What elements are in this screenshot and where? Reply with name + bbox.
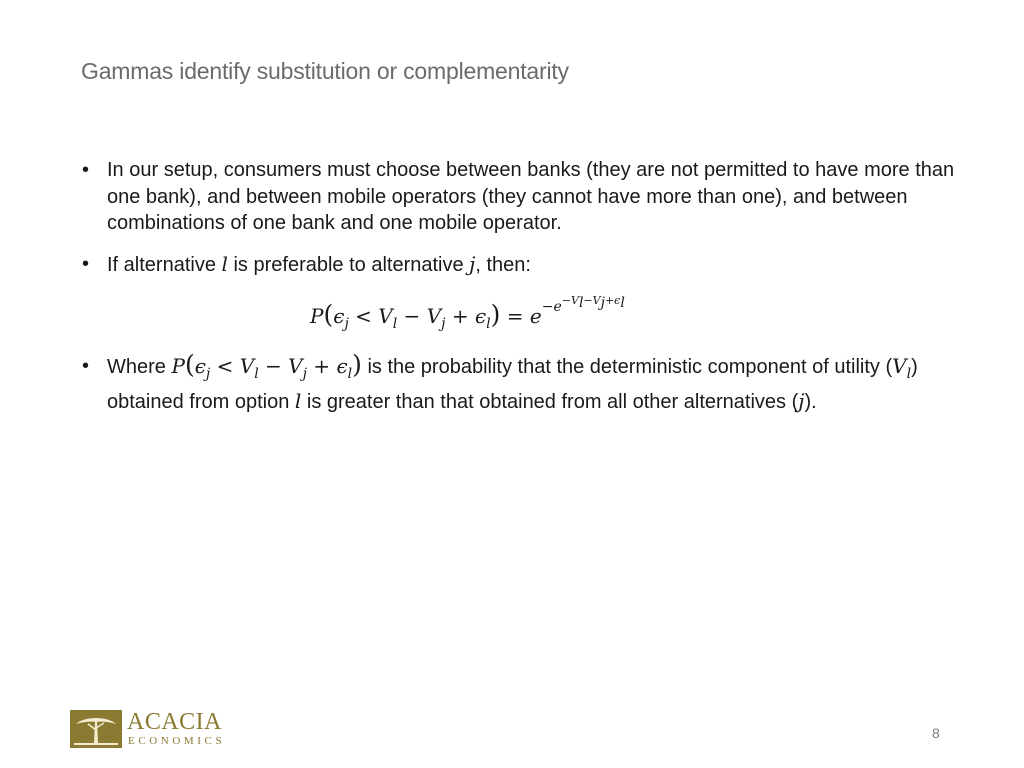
acacia-tree-icon: [70, 710, 122, 748]
slide-content: [82, 157, 962, 415]
bullet-item: • Where $P(\epsilon_j < V_l - V_j + \epsilon_l)$ is the probability that the deterministic component of utility $(V_l)$ obtained from option l is greater than that obtained from all other alternatives (j).: [82, 350, 918, 413]
var-V-l: $V_l$: [892, 354, 912, 382]
bullet-text: In our setup, consumers must choose between banks (they are not permitted to have more than one bank), and between mobile operators (they cannot have more than one), and between combinations of one bank and one mobile operator.: [107, 159, 955, 234]
var-l: l: [294, 388, 302, 413]
logo-name: ACACIA: [127, 709, 223, 735]
logit-equation: $P(\epsilon_j < V_l - V_j + \epsilon_l) = e^{-e^{-V_l-V_j+\epsilon_l}}$: [310, 294, 625, 332]
logo-subtitle: ECONOMICS: [128, 735, 226, 747]
slide-title: Gammas identify substitution or complementarity: [81, 58, 569, 84]
var-l: l: [221, 251, 228, 276]
acacia-logo: [70, 710, 240, 750]
var-j: j: [798, 388, 805, 413]
bullet-item: • If alternative l is preferable to alternative j, then:: [82, 251, 531, 276]
page-number: 8: [932, 725, 940, 741]
var-j: j: [469, 251, 476, 276]
bullet-marker: •: [82, 355, 90, 377]
bullet-marker: •: [82, 252, 90, 275]
bullet-marker: •: [82, 159, 90, 181]
inline-probability: $P(\epsilon_j < V_l - V_j + \epsilon_l)$: [171, 350, 362, 382]
bullet-item: [82, 157, 962, 237]
